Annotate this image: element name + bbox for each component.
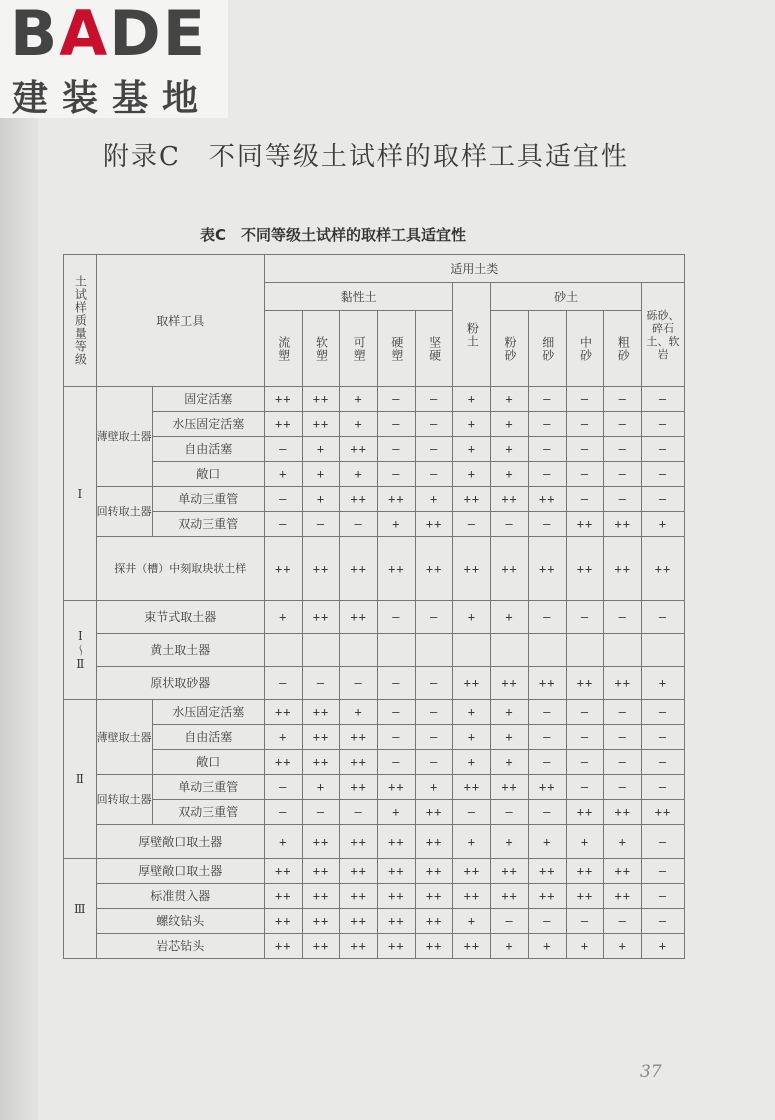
brand-wordmark: BADE <box>10 0 208 70</box>
suitability-cell: + <box>378 512 416 537</box>
suitability-cell: — <box>642 700 685 725</box>
page-number: 37 <box>640 1062 662 1082</box>
suitability-cell: — <box>378 462 416 487</box>
suitability-cell: ++ <box>491 859 529 884</box>
suitability-cell: — <box>566 487 604 512</box>
suitability-cell: ++ <box>340 884 378 909</box>
suitability-cell: + <box>453 437 491 462</box>
suitability-cell: — <box>302 512 340 537</box>
suitability-cell: ++ <box>566 667 604 700</box>
suitability-cell: ++ <box>264 537 302 601</box>
suitability-cell: + <box>378 800 416 825</box>
suitability-cell: — <box>566 387 604 412</box>
suitability-cell: ++ <box>340 825 378 859</box>
suitability-cell: — <box>528 412 566 437</box>
suitability-cell: — <box>264 667 302 700</box>
suitability-cell: — <box>264 512 302 537</box>
col-header: 硬塑 <box>378 311 416 387</box>
suitability-cell: — <box>642 825 685 859</box>
suitability-cell: + <box>453 412 491 437</box>
group-cell: 薄壁取土器 <box>96 700 152 775</box>
suitability-cell: + <box>453 387 491 412</box>
tool-cell: 黄土取土器 <box>96 634 264 667</box>
suitability-cell: ++ <box>340 909 378 934</box>
tool-cell: 探井（槽）中刻取块状土样 <box>96 537 264 601</box>
suitability-cell: ++ <box>302 859 340 884</box>
col-header: 细砂 <box>528 311 566 387</box>
suitability-cell: ++ <box>340 750 378 775</box>
suitability-cell: ++ <box>453 859 491 884</box>
suitability-cell: ++ <box>340 725 378 750</box>
suitability-cell: — <box>566 750 604 775</box>
suitability-cell: ++ <box>340 437 378 462</box>
suitability-cell: — <box>264 775 302 800</box>
suitability-cell: — <box>264 487 302 512</box>
suitability-cell: — <box>642 601 685 634</box>
suitability-cell: + <box>264 725 302 750</box>
suitability-cell <box>453 634 491 667</box>
suitability-cell: ++ <box>642 800 685 825</box>
tool-cell: 螺纹钻头 <box>96 909 264 934</box>
suitability-cell: ++ <box>566 537 604 601</box>
suitability-cell: — <box>264 437 302 462</box>
suitability-cell: ++ <box>491 775 529 800</box>
suitability-cell: ++ <box>415 537 453 601</box>
suitability-cell: ++ <box>604 537 642 601</box>
tool-cell: 双动三重管 <box>152 800 264 825</box>
suitability-cell: ++ <box>378 909 416 934</box>
suitability-cell: ++ <box>378 487 416 512</box>
col-header: 粉砂 <box>491 311 529 387</box>
suitability-cell: + <box>604 825 642 859</box>
tool-cell: 单动三重管 <box>152 775 264 800</box>
suitability-cell: ++ <box>302 601 340 634</box>
suitability-cell: — <box>302 667 340 700</box>
suitability-cell: ++ <box>340 934 378 959</box>
suitability-cell: — <box>415 700 453 725</box>
suitability-cell: — <box>566 412 604 437</box>
suitability-cell: — <box>453 800 491 825</box>
suitability-cell: ++ <box>528 775 566 800</box>
suitability-cell: ++ <box>453 667 491 700</box>
suitability-cell: ++ <box>604 859 642 884</box>
suitability-cell <box>302 634 340 667</box>
suitability-cell: + <box>453 725 491 750</box>
table-caption: 表C 不同等级土试样的取样工具适宜性 <box>200 226 467 244</box>
tool-cell: 自由活塞 <box>152 437 264 462</box>
suitability-cell: + <box>528 825 566 859</box>
suitability-cell: + <box>566 825 604 859</box>
suitability-cell: + <box>340 387 378 412</box>
suitability-cell <box>604 634 642 667</box>
suitability-cell: + <box>415 487 453 512</box>
suitability-cell: — <box>415 725 453 750</box>
suitability-cell: ++ <box>604 667 642 700</box>
suitability-cell <box>491 634 529 667</box>
suitability-cell: ++ <box>642 537 685 601</box>
tool-cell: 单动三重管 <box>152 487 264 512</box>
suitability-cell: ++ <box>264 934 302 959</box>
suitability-cell: — <box>528 601 566 634</box>
grade-cell: Ⅲ <box>64 859 97 959</box>
suitability-cell: — <box>642 412 685 437</box>
suitability-cell: ++ <box>340 775 378 800</box>
applicable-soil-header: 适用土类 <box>264 255 684 283</box>
suitability-cell: — <box>642 909 685 934</box>
suitability-cell: + <box>415 775 453 800</box>
group-cell: 回转取土器 <box>96 775 152 825</box>
suitability-cell: ++ <box>604 884 642 909</box>
suitability-cell: + <box>453 825 491 859</box>
suitability-cell: ++ <box>415 800 453 825</box>
suitability-cell: ++ <box>453 775 491 800</box>
suitability-cell: — <box>415 387 453 412</box>
suitability-cell: — <box>453 512 491 537</box>
tool-cell: 双动三重管 <box>152 512 264 537</box>
cohesive-header: 黏性土 <box>264 283 453 311</box>
suitability-cell: ++ <box>453 537 491 601</box>
suitability-cell: ++ <box>528 859 566 884</box>
suitability-cell: — <box>378 667 416 700</box>
suitability-cell: ++ <box>415 934 453 959</box>
suitability-cell: ++ <box>491 884 529 909</box>
suitability-cell: ++ <box>491 537 529 601</box>
suitability-cell: ++ <box>302 750 340 775</box>
suitability-cell: ++ <box>415 859 453 884</box>
suitability-cell: + <box>642 512 685 537</box>
suitability-cell: — <box>491 909 529 934</box>
suitability-cell: ++ <box>264 750 302 775</box>
suitability-cell: + <box>453 700 491 725</box>
suitability-cell: — <box>604 487 642 512</box>
suitability-cell: ++ <box>566 800 604 825</box>
sampling-tool-table <box>63 254 685 959</box>
suitability-cell: ++ <box>264 884 302 909</box>
suitability-cell: — <box>604 462 642 487</box>
suitability-cell: — <box>604 700 642 725</box>
tool-cell: 敞口 <box>152 462 264 487</box>
suitability-cell: ++ <box>302 825 340 859</box>
suitability-cell: + <box>491 825 529 859</box>
suitability-cell: ++ <box>340 487 378 512</box>
suitability-cell: + <box>491 462 529 487</box>
suitability-cell: — <box>415 437 453 462</box>
suitability-cell: ++ <box>340 859 378 884</box>
suitability-cell: + <box>453 750 491 775</box>
tool-cell: 岩芯钻头 <box>96 934 264 959</box>
suitability-cell: — <box>642 775 685 800</box>
suitability-cell: — <box>302 800 340 825</box>
suitability-cell: ++ <box>604 512 642 537</box>
suitability-cell: ++ <box>528 487 566 512</box>
suitability-cell: ++ <box>302 387 340 412</box>
suitability-cell: ++ <box>415 512 453 537</box>
suitability-cell: — <box>642 884 685 909</box>
tool-cell: 原状取砂器 <box>96 667 264 700</box>
suitability-cell: — <box>528 512 566 537</box>
tool-cell: 固定活塞 <box>152 387 264 412</box>
suitability-cell <box>378 634 416 667</box>
suitability-cell: + <box>491 387 529 412</box>
suitability-cell: ++ <box>491 667 529 700</box>
suitability-cell: ++ <box>264 387 302 412</box>
suitability-cell: — <box>642 859 685 884</box>
suitability-cell: + <box>642 934 685 959</box>
suitability-cell: ++ <box>604 800 642 825</box>
suitability-cell: — <box>604 437 642 462</box>
suitability-cell: ++ <box>302 934 340 959</box>
suitability-cell: ++ <box>528 667 566 700</box>
suitability-cell: — <box>642 487 685 512</box>
suitability-cell: + <box>491 437 529 462</box>
suitability-cell: — <box>491 800 529 825</box>
suitability-cell: ++ <box>528 537 566 601</box>
suitability-cell: ++ <box>302 884 340 909</box>
suitability-cell: — <box>604 909 642 934</box>
col-header: 坚硬 <box>415 311 453 387</box>
suitability-cell: — <box>378 387 416 412</box>
suitability-cell <box>340 634 378 667</box>
grade-cell: Ⅰ <box>64 387 97 601</box>
suitability-cell: ++ <box>264 859 302 884</box>
tool-cell: 厚壁敞口取土器 <box>96 859 264 884</box>
suitability-cell: — <box>528 387 566 412</box>
col-header: 流塑 <box>264 311 302 387</box>
suitability-cell <box>566 634 604 667</box>
logo <box>0 0 228 118</box>
suitability-cell: ++ <box>415 825 453 859</box>
suitability-cell: — <box>604 601 642 634</box>
appendix-title: 附录C 不同等级土试样的取样工具适宜性 <box>103 142 629 172</box>
suitability-cell: ++ <box>528 884 566 909</box>
suitability-cell: — <box>378 750 416 775</box>
suitability-cell: ++ <box>378 537 416 601</box>
suitability-cell: — <box>642 437 685 462</box>
suitability-cell: — <box>604 387 642 412</box>
suitability-cell: — <box>528 725 566 750</box>
tool-cell: 标准贯入器 <box>96 884 264 909</box>
suitability-cell: + <box>642 667 685 700</box>
suitability-cell: — <box>415 412 453 437</box>
suitability-cell: + <box>264 825 302 859</box>
suitability-cell: + <box>453 601 491 634</box>
suitability-cell: — <box>340 800 378 825</box>
col-header: 软塑 <box>302 311 340 387</box>
suitability-cell: + <box>491 700 529 725</box>
suitability-cell <box>264 634 302 667</box>
suitability-cell: — <box>604 412 642 437</box>
suitability-cell: + <box>302 775 340 800</box>
suitability-cell: ++ <box>566 884 604 909</box>
suitability-cell: — <box>566 700 604 725</box>
suitability-cell: — <box>264 800 302 825</box>
suitability-cell: ++ <box>566 512 604 537</box>
suitability-cell: + <box>491 934 529 959</box>
suitability-cell: — <box>528 750 566 775</box>
suitability-cell: ++ <box>378 884 416 909</box>
suitability-cell: + <box>453 909 491 934</box>
suitability-cell: ++ <box>340 601 378 634</box>
suitability-cell: ++ <box>378 859 416 884</box>
suitability-cell: + <box>566 934 604 959</box>
suitability-cell: ++ <box>378 934 416 959</box>
suitability-cell: ++ <box>302 412 340 437</box>
suitability-cell: + <box>264 462 302 487</box>
suitability-cell: + <box>604 934 642 959</box>
suitability-cell: + <box>528 934 566 959</box>
suitability-cell: — <box>642 750 685 775</box>
tool-cell: 自由活塞 <box>152 725 264 750</box>
suitability-cell: ++ <box>264 412 302 437</box>
suitability-cell: + <box>340 462 378 487</box>
gravel-header: 砾砂、碎石土、软岩 <box>642 283 685 387</box>
suitability-cell: + <box>302 487 340 512</box>
suitability-cell: + <box>264 601 302 634</box>
suitability-cell: + <box>453 462 491 487</box>
suitability-cell: ++ <box>453 884 491 909</box>
grade-cell: Ⅰ～Ⅱ <box>64 601 97 700</box>
tool-cell: 厚壁敞口取土器 <box>96 825 264 859</box>
suitability-cell: — <box>566 775 604 800</box>
suitability-cell: — <box>642 387 685 412</box>
tool-cell: 敞口 <box>152 750 264 775</box>
suitability-cell: ++ <box>264 700 302 725</box>
suitability-cell: — <box>378 700 416 725</box>
suitability-cell <box>642 634 685 667</box>
suitability-cell: + <box>302 462 340 487</box>
suitability-cell <box>528 634 566 667</box>
suitability-cell: — <box>415 667 453 700</box>
suitability-cell: ++ <box>415 884 453 909</box>
suitability-cell: ++ <box>453 487 491 512</box>
suitability-cell: — <box>642 462 685 487</box>
suitability-cell: ++ <box>453 934 491 959</box>
suitability-cell: ++ <box>340 537 378 601</box>
suitability-cell: ++ <box>302 537 340 601</box>
tool-header: 取样工具 <box>96 255 264 387</box>
suitability-cell: ++ <box>302 909 340 934</box>
suitability-cell: — <box>415 750 453 775</box>
suitability-cell: — <box>528 462 566 487</box>
suitability-cell: + <box>340 412 378 437</box>
suitability-cell: + <box>491 412 529 437</box>
suitability-cell: — <box>604 725 642 750</box>
suitability-cell: — <box>604 775 642 800</box>
suitability-cell: — <box>415 462 453 487</box>
suitability-cell: — <box>491 512 529 537</box>
suitability-cell: ++ <box>302 700 340 725</box>
suitability-cell: ++ <box>415 909 453 934</box>
suitability-cell: + <box>491 750 529 775</box>
suitability-cell: — <box>604 750 642 775</box>
tool-cell: 水压固定活塞 <box>152 700 264 725</box>
suitability-cell: — <box>642 725 685 750</box>
suitability-cell: ++ <box>302 725 340 750</box>
suitability-cell: — <box>378 601 416 634</box>
suitability-cell: ++ <box>566 859 604 884</box>
suitability-cell: ++ <box>491 487 529 512</box>
sand-header: 砂土 <box>491 283 642 311</box>
suitability-cell <box>415 634 453 667</box>
brand-chinese: 建装基地 <box>12 78 213 119</box>
suitability-cell: + <box>491 725 529 750</box>
silt-header: 粉土 <box>453 283 491 387</box>
suitability-cell: — <box>378 725 416 750</box>
page-shadow <box>0 0 38 1120</box>
grade-header: 土试样质量等级 <box>64 255 97 387</box>
suitability-cell: — <box>528 700 566 725</box>
col-header: 粗砂 <box>604 311 642 387</box>
suitability-cell: — <box>566 725 604 750</box>
suitability-cell: — <box>566 601 604 634</box>
suitability-cell: — <box>340 667 378 700</box>
suitability-cell: — <box>566 909 604 934</box>
tool-cell: 水压固定活塞 <box>152 412 264 437</box>
tool-cell: 束节式取土器 <box>96 601 264 634</box>
suitability-cell: + <box>302 437 340 462</box>
suitability-cell: ++ <box>378 775 416 800</box>
group-cell: 回转取土器 <box>96 487 152 537</box>
suitability-cell: — <box>566 462 604 487</box>
suitability-cell: — <box>378 412 416 437</box>
col-header: 中砂 <box>566 311 604 387</box>
suitability-cell: — <box>528 800 566 825</box>
grade-cell: Ⅱ <box>64 700 97 859</box>
group-cell: 薄壁取土器 <box>96 387 152 487</box>
suitability-cell: — <box>528 437 566 462</box>
suitability-cell: ++ <box>264 909 302 934</box>
suitability-cell: — <box>566 437 604 462</box>
suitability-cell: — <box>528 909 566 934</box>
suitability-cell: + <box>340 700 378 725</box>
suitability-cell: — <box>378 437 416 462</box>
suitability-cell: ++ <box>378 825 416 859</box>
suitability-cell: — <box>340 512 378 537</box>
col-header: 可塑 <box>340 311 378 387</box>
suitability-cell: + <box>491 601 529 634</box>
suitability-cell: — <box>415 601 453 634</box>
